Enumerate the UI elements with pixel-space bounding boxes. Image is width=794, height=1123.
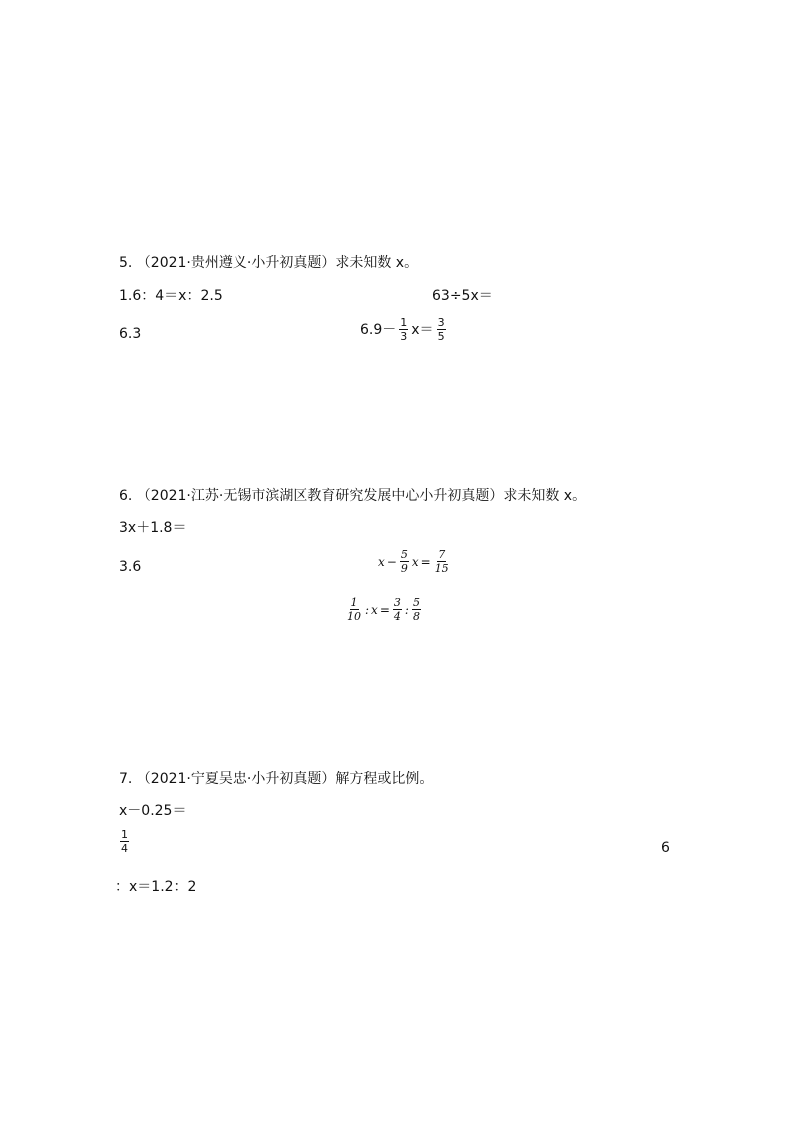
- q7-equation-2: ：x＝1.2：2: [115, 879, 197, 895]
- equals-sign: =: [379, 602, 390, 617]
- fraction-numerator: 3: [437, 316, 445, 329]
- q6-eqB-fraction-2: [393, 596, 402, 623]
- fraction-denominator: 5: [437, 330, 445, 343]
- variable-x: x: [371, 602, 378, 617]
- fraction-denominator: 9: [400, 562, 408, 575]
- q7-equation-1: x－0.25＝: [119, 803, 187, 819]
- q5-eq4-right-fraction: [437, 316, 446, 343]
- fraction-numerator: 1: [350, 596, 358, 609]
- fraction-denominator: 15: [434, 562, 449, 575]
- q6-equation-a: [378, 548, 451, 575]
- q5-eq4-left: 6.9－: [360, 321, 397, 338]
- colon: :: [404, 602, 409, 617]
- fraction-numerator: 1: [121, 828, 128, 841]
- q6-equation-b: [345, 596, 422, 623]
- q6-equation-2: 3.6: [119, 559, 142, 575]
- q5-eq4-mid: x＝: [411, 321, 434, 338]
- q5-equation-2: 63÷5x＝: [432, 288, 493, 304]
- q7-title: 7. （2021·宁夏吴忠·小升初真题）解方程或比例。: [119, 771, 434, 787]
- variable-x: x: [378, 554, 385, 569]
- q6-eqB-fraction-1: [346, 596, 362, 623]
- q5-equation-3: 6.3: [119, 326, 142, 342]
- colon: :: [365, 602, 370, 617]
- fraction-denominator: 3: [400, 330, 408, 343]
- q6-eqB-fraction-3: [412, 596, 421, 623]
- q5-equation-4: [360, 316, 447, 343]
- fraction-numerator: 1: [400, 316, 408, 329]
- minus-sign: −: [386, 554, 397, 569]
- q5-equation-1: 1.6：4＝x：2.5: [119, 288, 223, 304]
- q6-equation-1: 3x＋1.8＝: [119, 520, 187, 536]
- fraction-denominator: 4: [393, 610, 401, 623]
- fraction-numerator: 5: [400, 548, 408, 561]
- fraction-numerator: 5: [412, 596, 420, 609]
- variable-x: x: [411, 554, 419, 569]
- fraction-numerator: 7: [438, 548, 446, 561]
- q7-fraction: [119, 828, 130, 855]
- q5-title: 5. （2021·贵州遵义·小升初真题）求未知数 x。: [119, 255, 419, 271]
- q7-fraction-inner: [120, 828, 129, 855]
- equals-sign: =: [420, 554, 431, 569]
- fraction-denominator: 4: [121, 842, 128, 855]
- q6-title: 6. （2021·江苏·无锡市滨湖区教育研究发展中心小升初真题）求未知数 x。: [119, 488, 587, 504]
- q7-right-number: 6: [661, 840, 670, 856]
- fraction-denominator: 8: [412, 610, 420, 623]
- q6-eqA-fraction-2: [434, 548, 450, 575]
- fraction-numerator: 3: [393, 596, 401, 609]
- q6-eqA-fraction-1: [400, 548, 409, 575]
- fraction-denominator: 10: [347, 610, 361, 623]
- q5-eq4-fraction: [399, 316, 408, 343]
